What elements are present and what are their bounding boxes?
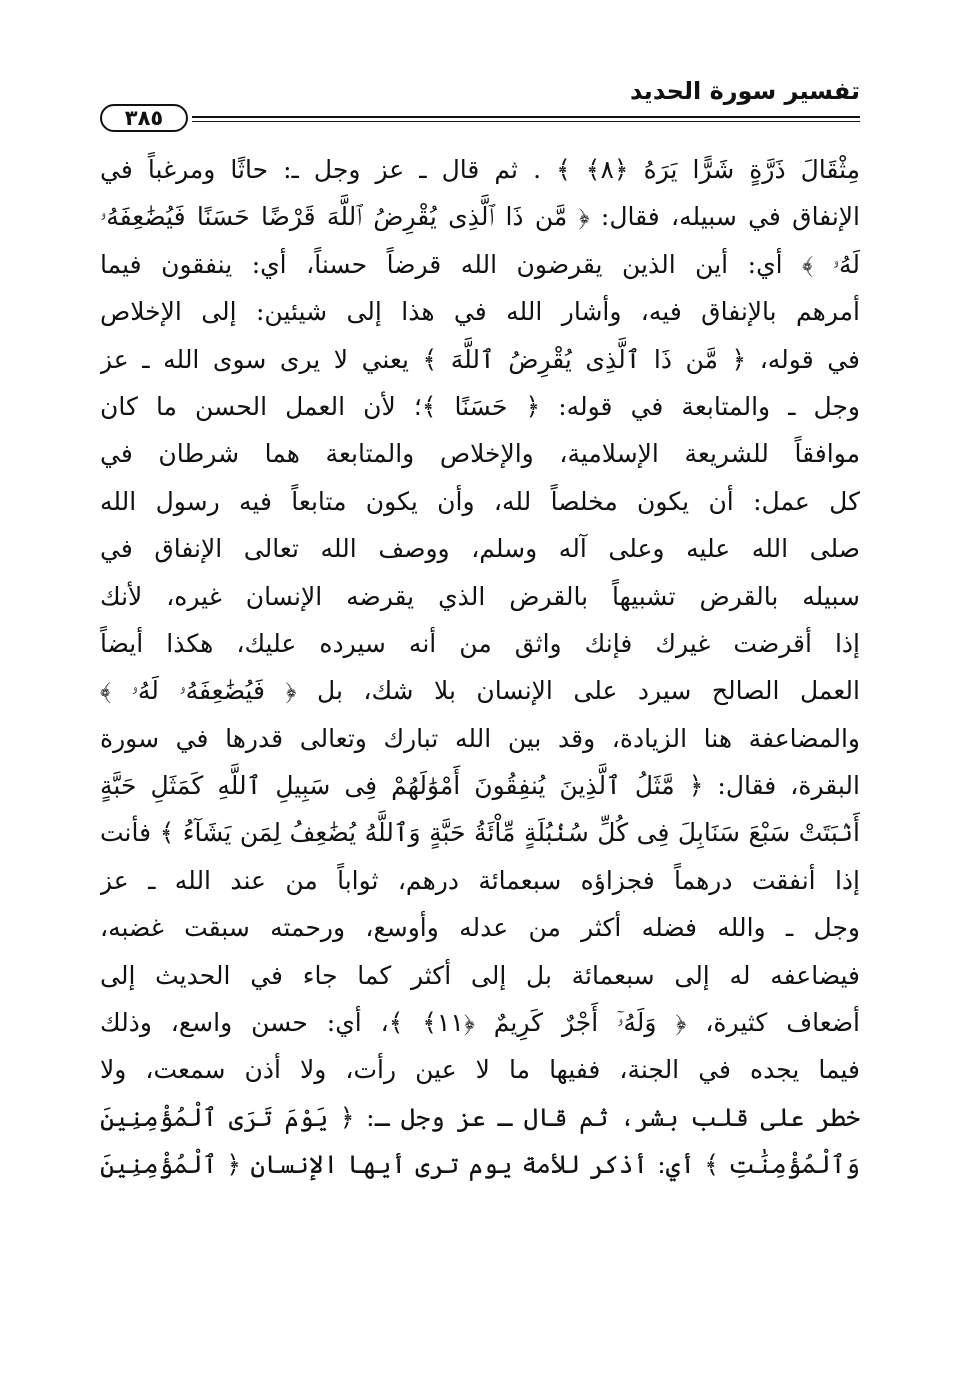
- text-line: إذا أقرضت غيرك فإنك واثق من أنه سيرده عليك، هكذا أيضاً: [100, 628, 860, 658]
- text-line: أمرهم بالإنفاق فيه، وأشار الله في هذا إلى شيئين: إلى الإخلاص: [100, 297, 860, 327]
- text-line: أَنۢبَتَتْ سَبْعَ سَنَابِلَ فِى كُلِّ سُنۢبُلَةٍ مِّاْئَةُ حَبَّةٍ وَٱللَّهُ يُضَٰعِفُ لِمَن يَشَآءُ ﴾ فأنت: [100, 818, 860, 848]
- text-line: فيما يجده في الجنة، ففيها ما لا عين رأت، ولا أذن سمعت، ولا: [100, 1055, 860, 1085]
- text-line: مِثْقَالَ ذَرَّةٍ شَرًّا يَرَهُ ﴿٨﴾ ﴾ . ثم قال ـ عز وجل ـ: حاثًا ومرغباً في: [100, 155, 860, 184]
- text-line: فيضاعفه له إلى سبعمائة بل إلى أكثر كما جاء في الحديث إلى: [100, 960, 860, 990]
- text-line: والمضاعفة هنا الزيادة، وقد بين الله تبارك وتعالى قدرها في سورة: [100, 723, 860, 753]
- running-title: تفسير سورة الحديد: [629, 77, 860, 105]
- text-line: الإنفاق في سبيله، فقال: ﴿ مَّن ذَا ٱلَّذِى يُقْرِضُ ٱللَّهَ قَرْضًا حَسَنًا فَيُضَٰعِفَهُۥ: [100, 202, 860, 232]
- text-line: كل عمل: أن يكون مخلصاً لله، وأن يكون متابعاً فيه رسول الله: [100, 486, 860, 516]
- text-line: وَٱلْمُؤْمِنَٰتِ ﴾ أي: أذكر للأمة يوم ترى أيها الإنسان ﴿ ٱلْمُؤْمِنِينَ: [100, 1150, 860, 1180]
- text-line: وجل ـ والمتابعة في قوله: ﴿ حَسَنًا ﴾؛ لأن العمل الحسن ما كان: [100, 391, 860, 421]
- text-line: البقرة، فقال: ﴿ مَّثَلُ ٱلَّذِينَ يُنفِقُونَ أَمْوَٰلَهُمْ فِى سَبِيلِ ٱللَّهِ كَمَثَلِ حَبَّةٍ: [100, 771, 860, 801]
- text-line: لَهُۥ ﴾ أي: أين الذين يقرضون الله قرضاً حسناً، أي: ينفقون فيما: [100, 249, 860, 279]
- text-line: صلى الله عليه وعلى آله وسلم، ووصف الله تعالى الإنفاق في: [100, 534, 860, 564]
- text-line: موافقاً للشريعة الإسلامية، والإخلاص والمتابعة هما شرطان في: [100, 439, 860, 469]
- text-line: وجل ـ والله فضله أكثر من عدله وأوسع، ورحمته سبقت غضبه،: [100, 913, 860, 943]
- header-rule: [192, 116, 860, 118]
- page-header: [100, 76, 860, 132]
- text-line: في قوله، ﴿ مَّن ذَا ٱلَّذِى يُقْرِضُ ٱللَّهَ ﴾ يعني لا يرى سوى الله ـ عز: [100, 344, 860, 374]
- text-line: العمل الصالح سيرد على الإنسان بلا شك، بل ﴿ فَيُضَٰعِفَهُۥ لَهُۥ ﴾: [100, 676, 860, 706]
- page-body: [100, 146, 860, 1189]
- text-line: سبيله بالقرض تشبيهاً بالقرض الذي يقرضه الإنسان غيره، لأنك: [100, 581, 860, 611]
- text-line: خطر على قلب بشر، ثم قال ـ عز وجل ـ: ﴿ يَوْمَ تَرَى ٱلْمُؤْمِنِينَ: [100, 1102, 860, 1132]
- text-line: أضعاف كثيرة، ﴿ وَلَهُۥٓ أَجْرٌ كَرِيمٌ ﴿١١﴾ ﴾، أي: حسن واسع، وذلك: [100, 1008, 860, 1038]
- text-line: إذا أنفقت درهماً فجزاؤه سبعمائة درهم، ثواباً من عند الله ـ عز: [100, 865, 860, 895]
- header-rule-thin: [192, 121, 860, 122]
- page-number-badge: ٣٨٥: [100, 104, 188, 132]
